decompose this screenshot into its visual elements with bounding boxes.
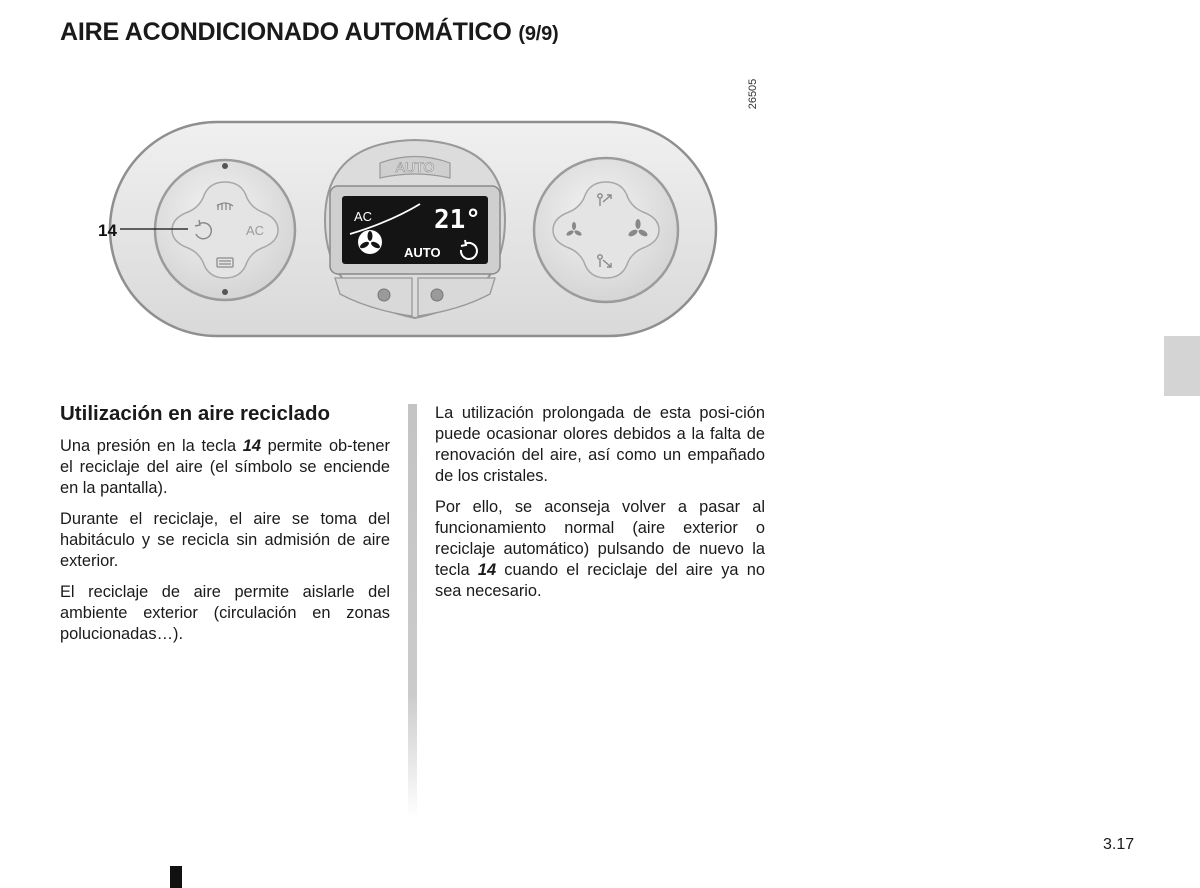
- paragraph-5: [435, 497, 765, 602]
- callout-number: 14: [98, 221, 117, 240]
- chapter-side-tab: [1164, 336, 1200, 396]
- paragraph-4: La utilización prolongada de esta posi-ción puede ocasionar olores debidos a la falta de renovación del aire, así como un empañado de los cristales.: [435, 404, 765, 485]
- paragraph-2: Durante el reciclaje, el aire se toma del habitáculo y se recicla sin admisión de aire exterior.: [60, 510, 390, 570]
- left-control-knob[interactable]: [155, 160, 295, 300]
- section-heading: Utilización en aire reciclado: [60, 402, 331, 425]
- figure-code: [744, 74, 762, 114]
- key-reference-14: 14: [242, 437, 261, 455]
- footer-mark: [170, 866, 182, 888]
- page-title-text: AIRE ACONDICIONADO AUTOMÁTICO: [60, 18, 512, 46]
- paragraph-3: El reciclaje de aire permite aislarle del ambiente exterior (circulación en zonas polucionadas…).: [60, 583, 390, 643]
- climate-control-panel-illustration: [90, 110, 730, 350]
- figure-code-text: 26505: [747, 78, 759, 110]
- display-ac-label: AC: [354, 209, 373, 224]
- display-auto-label: AUTO: [404, 245, 441, 260]
- paragraph-1-text-b: permite ob-tener el reciclaje del aire (el símbolo se enciende en la pantalla).: [60, 437, 390, 497]
- display-fan-icon: [358, 230, 382, 254]
- right-control-knob[interactable]: [534, 158, 678, 302]
- left-text-column: [60, 400, 390, 655]
- paragraph-5-text-a: Por ello, se aconseja volver a pasar al funcionamiento normal (aire exterior o reciclaje automático) pulsando de nuevo la tecla: [435, 498, 765, 579]
- page-title: [60, 18, 558, 47]
- left-knob-ac-label: AC: [245, 223, 265, 238]
- column-divider: [408, 404, 417, 818]
- auto-button-label[interactable]: AUTO: [395, 159, 435, 175]
- paragraph-1: [60, 436, 390, 499]
- paragraph-1-text-a: Una presión en la tecla: [60, 437, 243, 455]
- display-temperature: 21°: [434, 205, 481, 235]
- paragraph-5-text-b: cuando el reciclaje del aire ya no sea necesario.: [435, 561, 765, 600]
- key-reference-14-second: 14: [477, 561, 497, 579]
- page-title-suffix: (9/9): [518, 23, 559, 45]
- page-number: 3.17: [1103, 836, 1135, 853]
- right-text-column: [435, 403, 765, 612]
